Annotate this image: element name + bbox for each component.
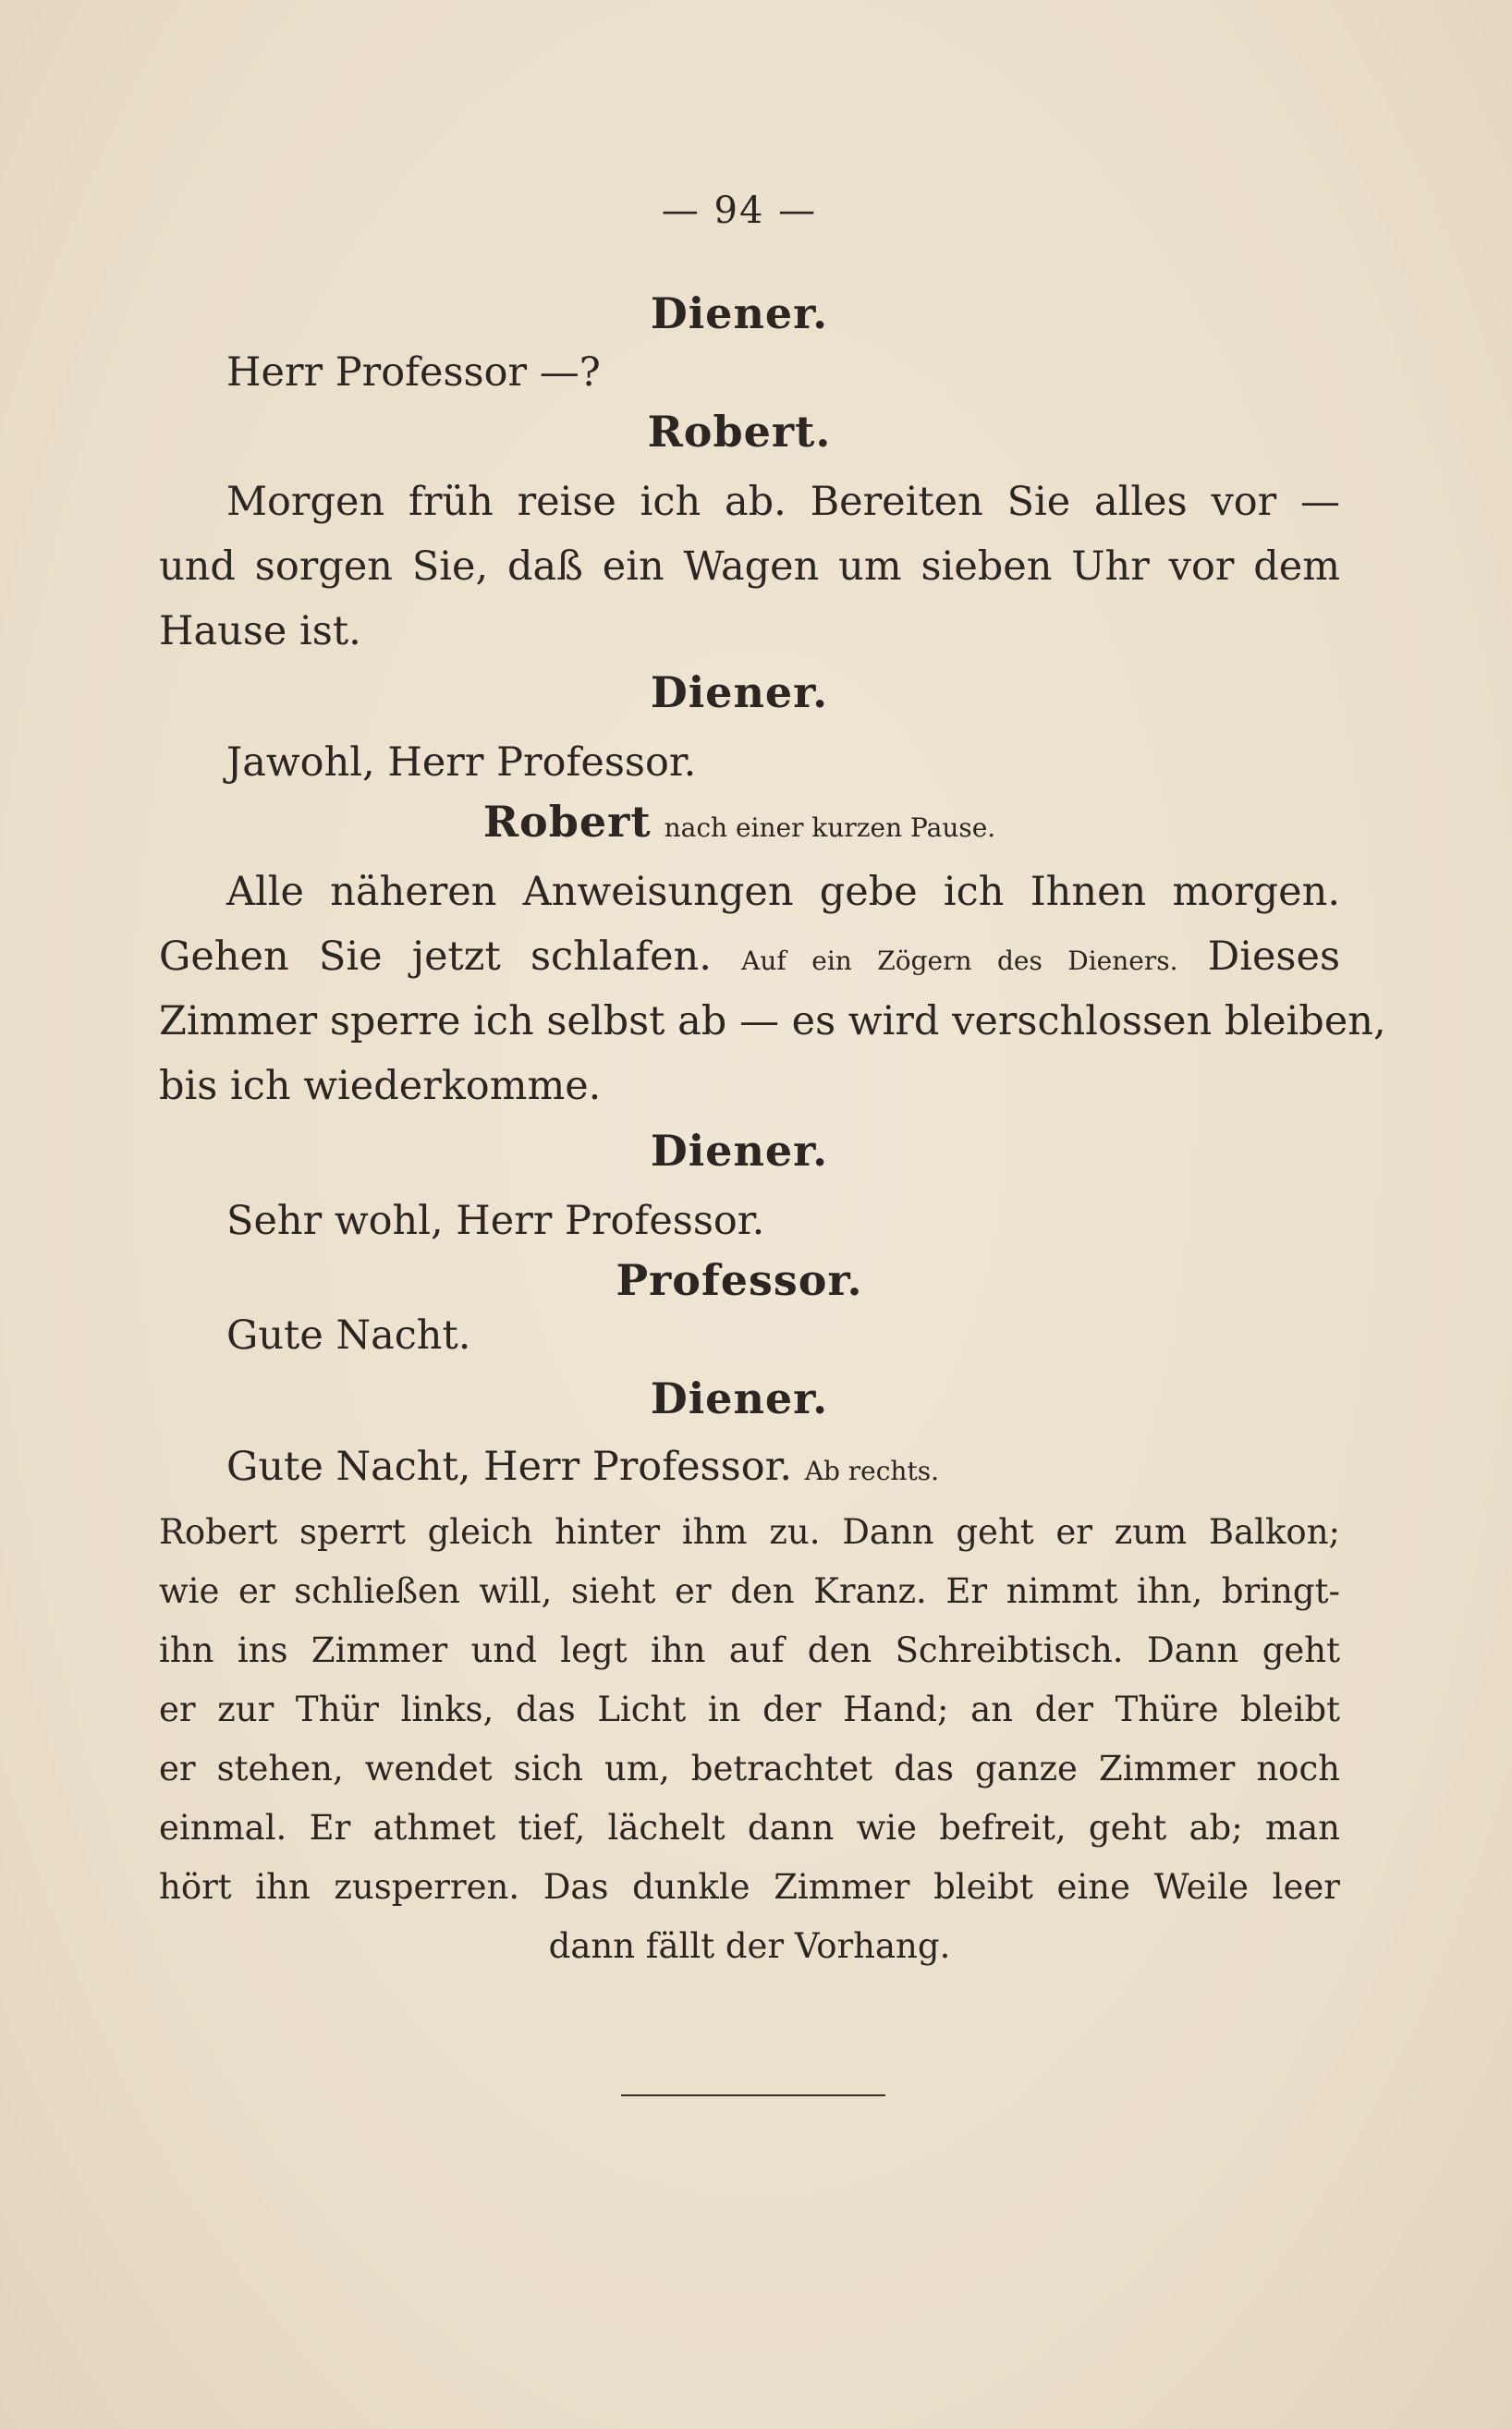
page-number: — 94 — [661, 189, 818, 232]
speaker-diener: Diener. [650, 1126, 829, 1176]
dialogue-line: Zimmer sperre ich selbst ab — es wird verschlossen bleiben, [159, 998, 1386, 1044]
dialogue-line: Morgen früh reise ich ab. Bereiten Sie alles vor — [226, 479, 1340, 525]
speaker-robert [0, 797, 1479, 847]
stage-direction-line: einmal. Er athmet tief, lächelt dann wie befreit, geht ab; man [159, 1808, 1340, 1848]
dialogue-line [226, 1434, 1340, 1504]
dialogue-line: Hause ist. [159, 608, 361, 654]
stage-direction: Auf ein Zögern des Dieners. [741, 946, 1178, 976]
dialogue-line: Sehr wohl, Herr Professor. [226, 1198, 765, 1244]
speaker-diener: Diener. [650, 1373, 829, 1423]
dialogue-line: und sorgen Sie, daß ein Wagen um sieben Uhr vor dem [159, 543, 1340, 590]
speaker-diener: Diener. [650, 288, 829, 338]
dialogue-line [159, 924, 1340, 994]
speaker-robert: Robert. [647, 407, 832, 457]
speaker-name: Robert [482, 797, 652, 847]
dialogue-text: Gehen Sie jetzt schlafen. [159, 934, 712, 980]
speaker-diener: Diener. [650, 667, 829, 717]
stage-direction-line: dann fällt der Vorhang. [548, 1926, 951, 1966]
dialogue-line: Jawohl, Herr Professor. [226, 739, 697, 786]
dialogue-line: Alle näheren Anweisungen gebe ich Ihnen morgen. [226, 869, 1340, 915]
stage-direction: Ab rechts. [804, 1456, 939, 1486]
stage-direction-line: er zur Thür links, das Licht in der Hand; an der Thüre bleibt [159, 1690, 1340, 1729]
dialogue-text: Gute Nacht, Herr Professor. [226, 1444, 793, 1490]
speaker-professor: Professor. [616, 1255, 863, 1305]
dialogue-text: Dieses [1207, 934, 1341, 980]
dialogue-line: bis ich wiederkomme. [159, 1063, 602, 1109]
stage-direction-line: ihn ins Zimmer und legt ihn auf den Schreibtisch. Dann geht [159, 1630, 1340, 1670]
stage-direction-line: er stehen, wendet sich um, betrachtet das ganze Zimmer noch [159, 1749, 1340, 1788]
dialogue-line: Gute Nacht. [226, 1312, 471, 1359]
dialogue-line: Herr Professor —? [226, 349, 601, 396]
stage-direction: nach einer kurzen Pause. [664, 812, 996, 843]
stage-direction-line: Robert sperrt gleich hinter ihm zu. Dann geht er zum Balkon; [159, 1512, 1340, 1552]
stage-direction-line: hört ihn zusperren. Das dunkle Zimmer bleibt eine Weile leer [159, 1867, 1340, 1907]
stage-direction-line: wie er schließen will, sieht er den Kranz. Er nimmt ihn, bringt- [159, 1571, 1340, 1611]
end-rule [621, 2094, 885, 2096]
